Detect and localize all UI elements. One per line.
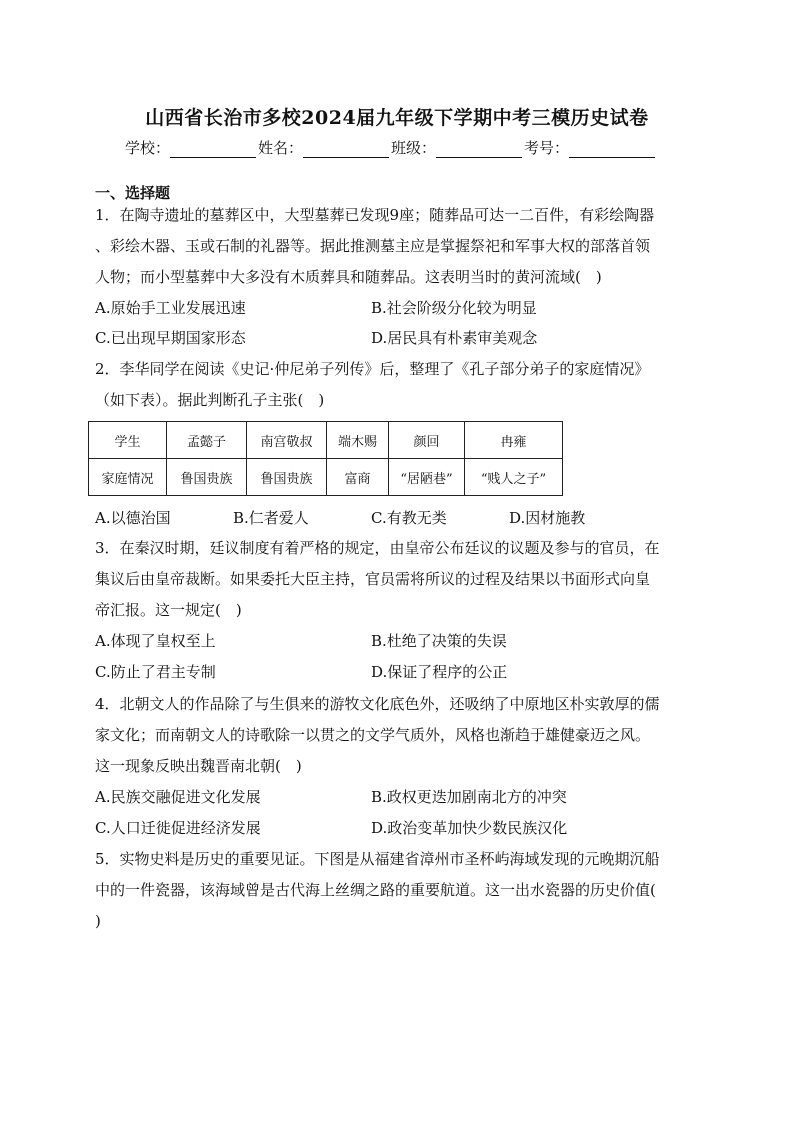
question-3-option-c[interactable]: C.防止了君主专制 [95, 663, 216, 681]
question-5-line-1: 5．实物史料是历史的重要见证。下图是从福建省漳州市圣杯屿海域发现的元晚期沉船 [95, 850, 660, 868]
class-label: 班级： [391, 139, 437, 157]
table-cell: “居陋巷” [389, 459, 465, 496]
question-1-option-d[interactable]: D.居民具有朴素审美观念 [371, 329, 538, 347]
question-2-option-d[interactable]: D.因材施教 [509, 509, 586, 527]
question-4-option-d[interactable]: D.政治变革加快少数民族汉化 [371, 819, 568, 837]
table-cell: 学生 [89, 422, 167, 459]
exam-number-blank[interactable] [569, 142, 655, 158]
question-4-option-a[interactable]: A.民族交融促进文化发展 [95, 788, 261, 806]
question-2-line-1: 2．李华同学在阅读《史记·仲尼弟子列传》后，整理了《孔子部分弟子的家庭情况》 [95, 360, 650, 378]
question-1-line-3: 人物；而小型墓葬中大多没有木质葬具和随葬品。这表明当时的黄河流域( ) [95, 268, 602, 286]
table-cell: 孟懿子 [167, 422, 247, 459]
table-cell: 颜回 [389, 422, 465, 459]
question-5-line-2: 中的一件瓷器，该海域曾是古代海上丝绸之路的重要航道。这一出水瓷器的历史价值( [95, 881, 656, 899]
question-4-line-3: 这一现象反映出魏晋南北朝( ) [95, 757, 302, 775]
question-1-option-c[interactable]: C.已出现早期国家形态 [95, 329, 246, 347]
question-1-option-b[interactable]: B.社会阶级分化较为明显 [371, 299, 537, 317]
table-cell: “贱人之子” [465, 459, 563, 496]
table-cell: 冉雍 [465, 422, 563, 459]
exam-number-label: 考号： [524, 139, 570, 157]
table-cell: 富商 [327, 459, 389, 496]
question-4-option-b[interactable]: B.政权更迭加剧南北方的冲突 [371, 788, 567, 806]
table-row [89, 459, 563, 496]
question-3-option-b[interactable]: B.杜绝了决策的失误 [371, 632, 507, 650]
class-blank[interactable] [436, 142, 522, 158]
disciples-family-table [88, 421, 563, 496]
question-1-option-a[interactable]: A.原始手工业发展迅速 [95, 299, 246, 317]
question-3-option-a[interactable]: A.体现了皇权至上 [95, 632, 216, 650]
question-4-line-1: 4．北朝文人的作品除了与生俱来的游牧文化底色外，还吸纳了中原地区朴实敦厚的儒 [95, 695, 660, 713]
table-cell: 家庭情况 [89, 459, 167, 496]
section-heading: 一、选择题 [95, 184, 171, 202]
school-blank[interactable] [170, 142, 256, 158]
table-cell: 端木赐 [327, 422, 389, 459]
table-cell: 鲁国贵族 [167, 459, 247, 496]
question-4-option-c[interactable]: C.人口迁徙促进经济发展 [95, 819, 261, 837]
table-cell: 鲁国贵族 [247, 459, 327, 496]
question-2-line-2: （如下表）。据此判断孔子主张( ) [95, 391, 325, 409]
school-label: 学校： [125, 139, 171, 157]
table-row [89, 422, 563, 459]
student-info-row [125, 137, 657, 158]
name-blank[interactable] [303, 142, 389, 158]
question-5-line-3: ) [95, 912, 101, 930]
question-2-option-b[interactable]: B.仁者爱人 [233, 509, 309, 527]
question-3-option-d[interactable]: D.保证了程序的公正 [371, 663, 508, 681]
question-3-line-1: 3．在秦汉时期，廷议制度有着严格的规定，由皇帝公布廷议的议题及参与的官员，在 [95, 539, 660, 557]
question-2-option-a[interactable]: A.以德治国 [95, 509, 171, 527]
exam-title: 山西省长治市多校2024届九年级下学期中考三模历史试卷 [145, 107, 649, 129]
question-3-line-3: 帝汇报。这一规定( ) [95, 601, 242, 619]
name-label: 姓名： [258, 139, 304, 157]
question-2-option-c[interactable]: C.有教无类 [371, 509, 447, 527]
question-1-line-2: 、彩绘木器、玉或石制的礼器等。据此推测墓主应是掌握祭祀和军事大权的部落首领 [95, 237, 651, 255]
question-4-line-2: 家文化；而南朝文人的诗歌除一以贯之的文学气质外，风格也渐趋于雄健豪迈之风。 [95, 726, 651, 744]
question-1-line-1: 1．在陶寺遗址的墓葬区中，大型墓葬已发现9座；随葬品可达一二百件，有彩绘陶器 [95, 206, 655, 224]
table-cell: 南宫敬叔 [247, 422, 327, 459]
question-3-line-2: 集议后由皇帝裁断。如果委托大臣主持，官员需将所议的过程及结果以书面形式向皇 [95, 570, 651, 588]
